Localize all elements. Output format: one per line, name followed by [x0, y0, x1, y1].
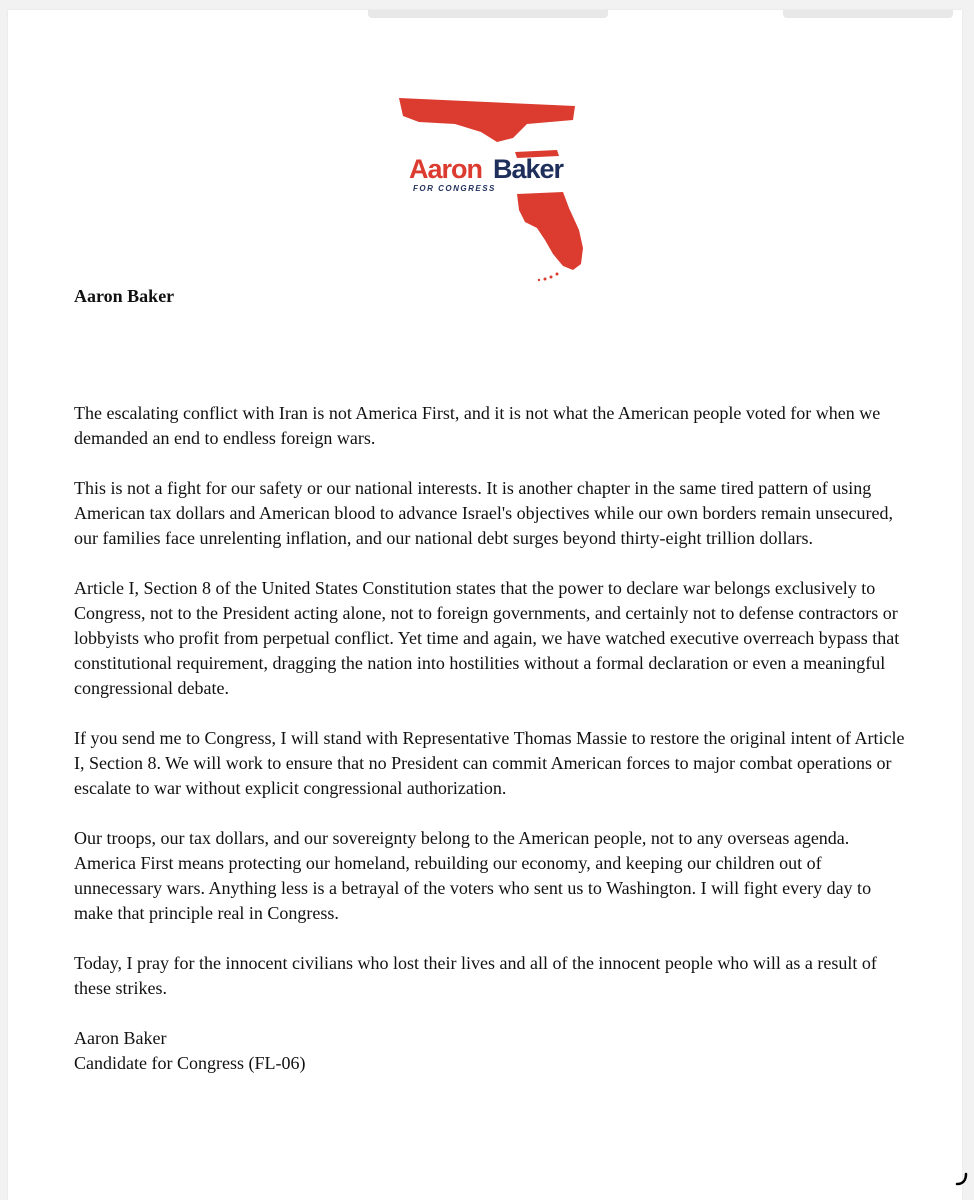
letter-body [74, 401, 914, 1001]
logo-tagline: FOR CONGRESS [413, 184, 496, 193]
letter-content [74, 284, 914, 1076]
paragraph: Our troops, our tax dollars, and our sovereignty belong to the American people, not to any overseas agenda. America First means protecting our homeland, rebuilding our economy, and keeping our children out of unnecessary wars. Anything less is a betrayal of the voters who sent us to Washington. I will fight every day to make that principle real in Congress. [74, 828, 872, 923]
paragraph: The escalating conflict with Iran is not America First, and it is not what the American people voted for when we demanded an end to endless foreign wars. [74, 403, 881, 448]
top-edge-shadow [368, 10, 608, 18]
paragraph: This is not a fight for our safety or our national interests. It is another chapter in the same tired pattern of using American tax dollars and American blood to advance Israel's objectives while our own borders remain unsecured, our families face unrelenting inflation, and our national debt surges beyond thirty-eight trillion dollars. [74, 478, 893, 548]
signature-block [74, 1026, 914, 1076]
star-icon [525, 126, 549, 149]
paragraph: If you send me to Congress, I will stand with Representative Thomas Massie to restore the original intent of Article I, Section 8. We will work to ensure that no President can commit American forces to major combat operations or escalate to war without explicit congressional authorization. [74, 728, 905, 798]
florida-keys-dot [544, 278, 547, 281]
top-edge-shadow [783, 10, 953, 18]
signature-name: Aaron Baker [74, 1028, 167, 1048]
florida-peninsula-shape [517, 192, 583, 270]
sender-name: Aaron Baker [74, 286, 175, 306]
florida-keys-dot [550, 276, 553, 279]
signature-title: Candidate for Congress (FL-06) [74, 1053, 306, 1073]
florida-map-logo [397, 98, 592, 286]
corner-curl-icon [954, 1172, 968, 1186]
florida-keys-dot [538, 279, 540, 281]
florida-keys-dot [556, 273, 559, 276]
florida-panhandle-shape [399, 98, 575, 142]
letter-page [8, 10, 962, 1200]
logo-name-first: Aaron [409, 154, 483, 184]
campaign-logo [397, 98, 592, 286]
paragraph: Article I, Section 8 of the United States Constitution states that the power to declare war belongs exclusively to Congress, not to the President acting alone, not to foreign governments, and certainly not to defense contractors or lobbyists who profit from perpetual conflict. Yet time and again, we have watched executive overreach bypass that constitutional requirement, dragging the nation into hostilities without a formal declaration or even a meaningful congressional debate. [74, 578, 900, 698]
paragraph: Today, I pray for the innocent civilians who lost their lives and all of the innocent people who will as a result of these strikes. [74, 953, 877, 998]
logo-name-last: Baker [493, 154, 564, 184]
